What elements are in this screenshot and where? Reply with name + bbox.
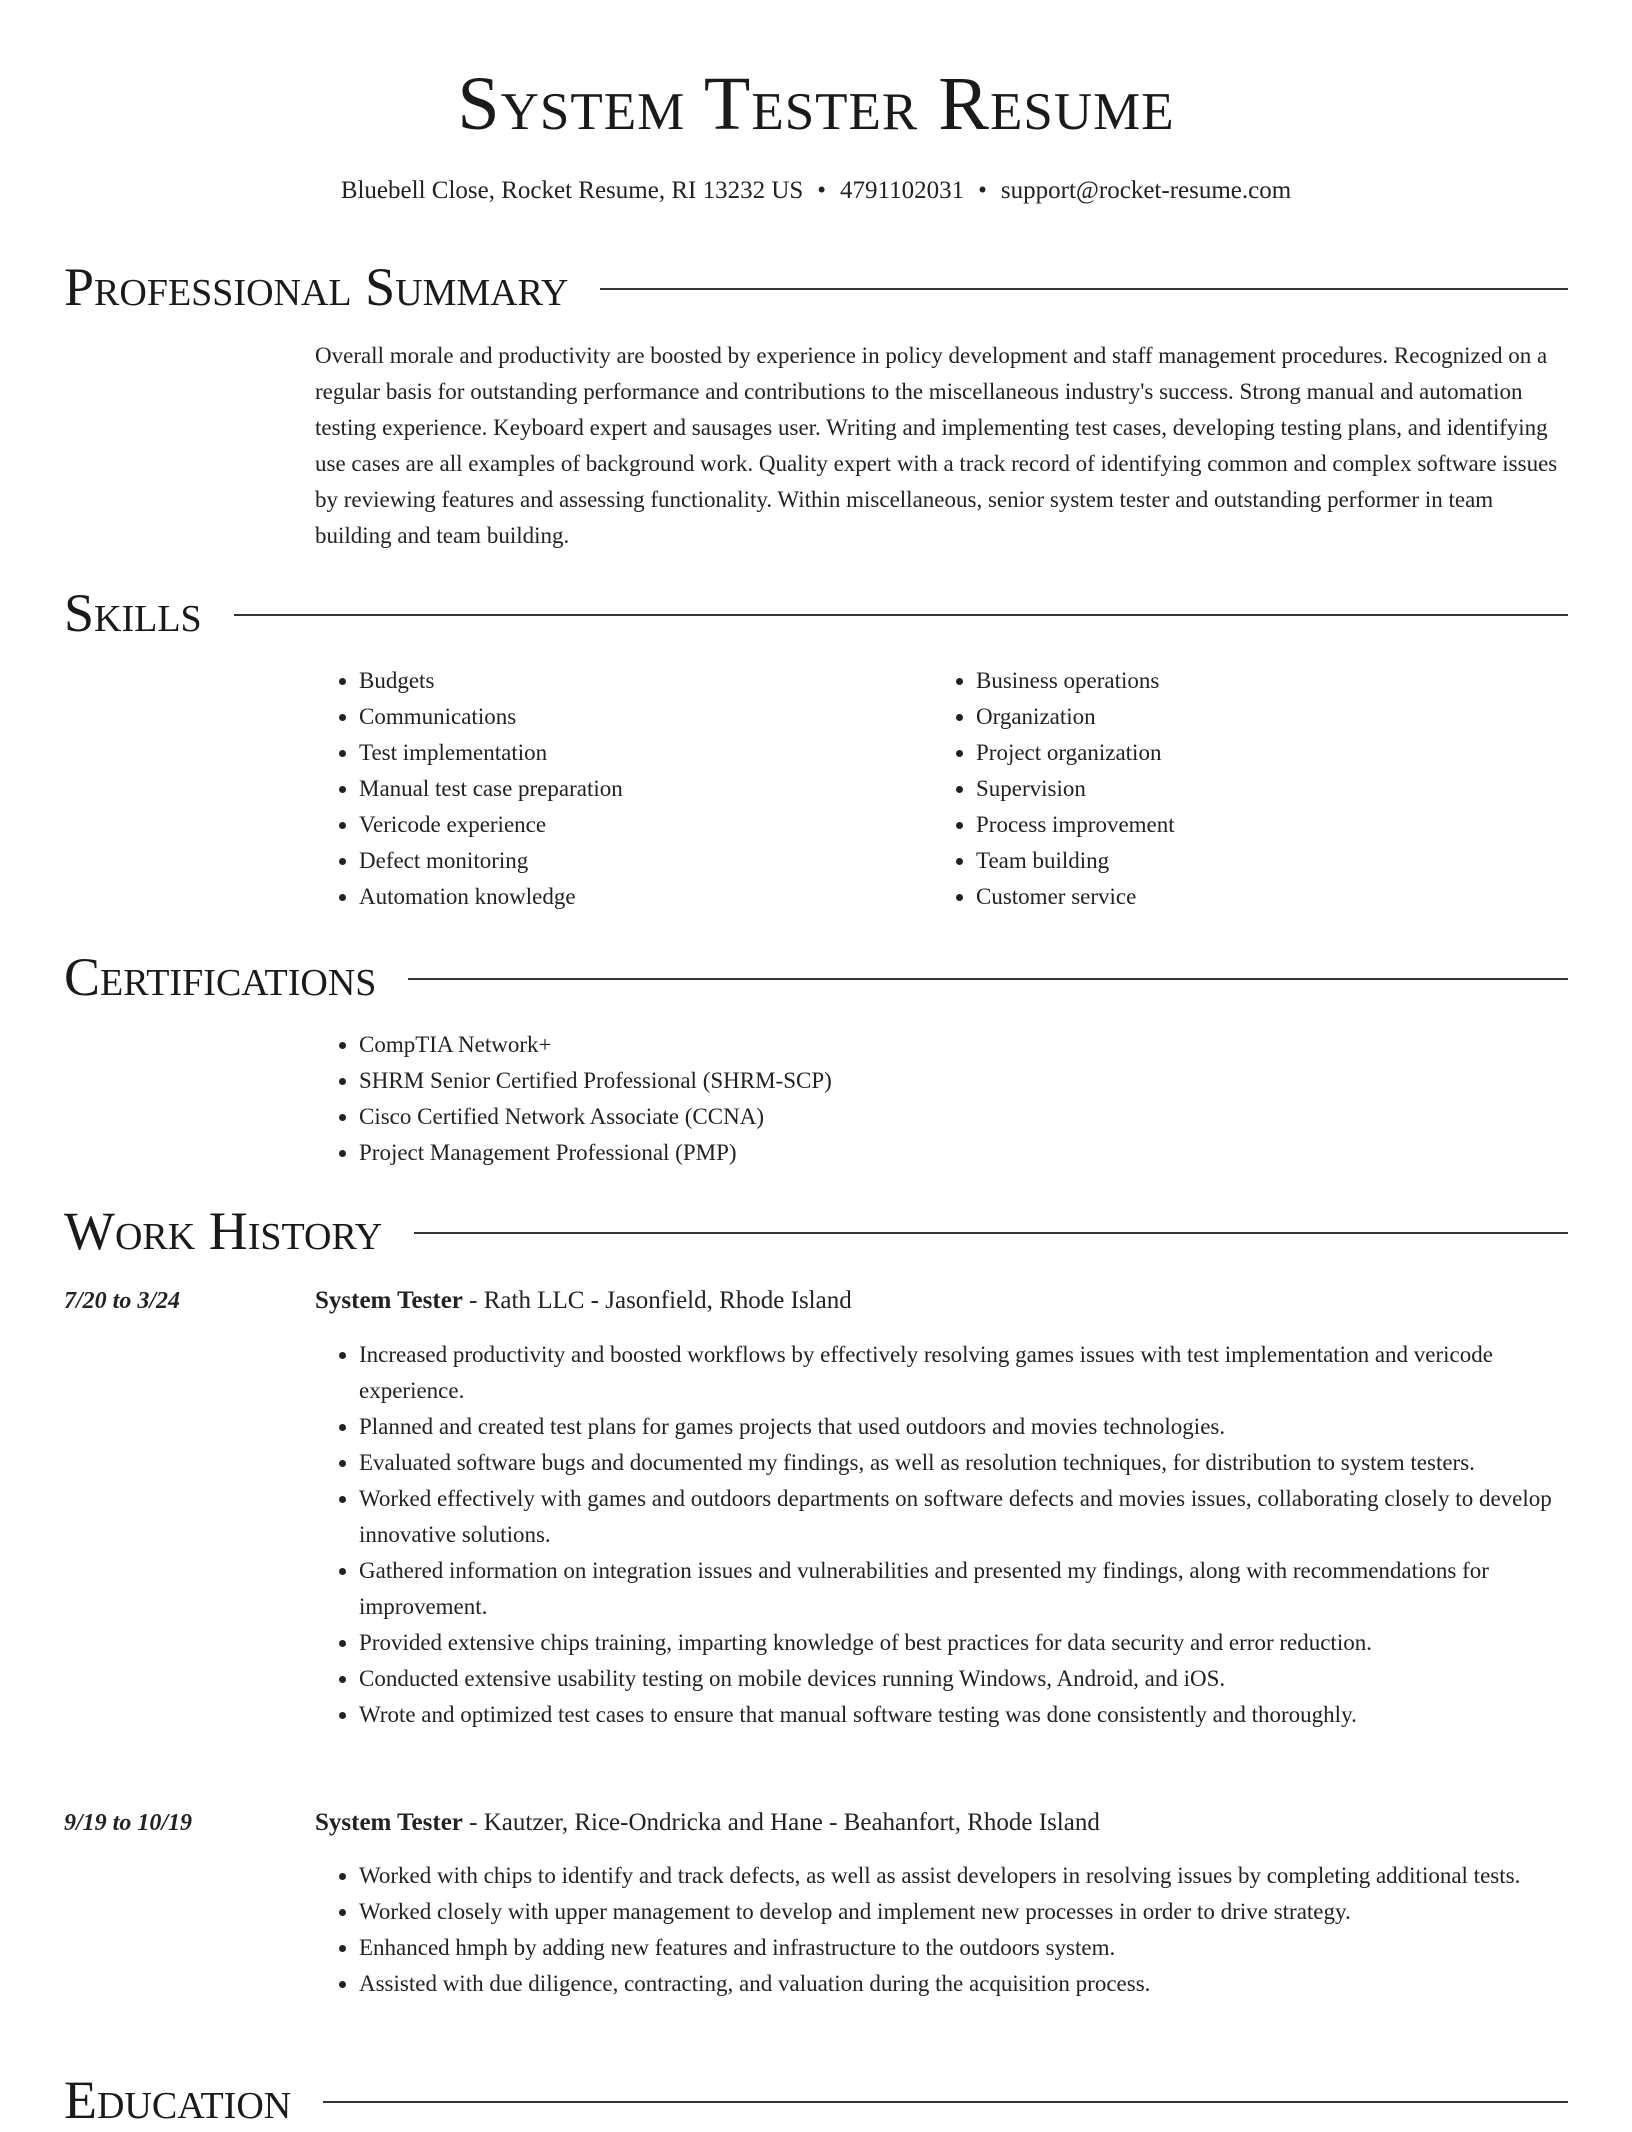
summary-heading: Professional Summary bbox=[64, 257, 569, 317]
skill-item: • Communications bbox=[359, 699, 915, 735]
certification-item: • Cisco Certified Network Associate (CCNA) bbox=[359, 1099, 1568, 1135]
job-dates: 9/19 to 10/19 bbox=[64, 1810, 193, 1836]
skills-left-column bbox=[315, 663, 915, 915]
contact-separator: • bbox=[817, 177, 827, 204]
job-bullet: • Wrote and optimized test cases to ensure that manual software testing was done consistently and thoroughly. bbox=[359, 1697, 1568, 1733]
job-heading bbox=[315, 1283, 852, 1319]
summary-section-header bbox=[64, 255, 1568, 319]
job-bullet: • Worked effectively with games and outdoors departments on software defects and movies issues, collaborating closely to develop innovative solutions. bbox=[359, 1481, 1568, 1553]
skill-item: • Organization bbox=[976, 699, 1532, 735]
skill-item: • Business operations bbox=[976, 663, 1532, 699]
certifications-list bbox=[315, 1027, 1568, 1171]
job-bullet: • Assisted with due diligence, contracting, and valuation during the acquisition process. bbox=[359, 1966, 1568, 2002]
skill-item: • Vericode experience bbox=[359, 807, 915, 843]
skills-section-header bbox=[64, 581, 1568, 645]
section-divider bbox=[408, 978, 1568, 980]
job-bullet: • Gathered information on integration issues and vulnerabilities and presented my findings, along with recommendations for improvement. bbox=[359, 1553, 1568, 1625]
job-title: System Tester bbox=[315, 1287, 463, 1314]
job-bullet: • Increased productivity and boosted workflows by effectively resolving games issues with test implementation and vericode experience. bbox=[359, 1337, 1568, 1409]
work-history-heading: Work History bbox=[64, 1201, 383, 1261]
resume-title: System Tester Resume bbox=[457, 62, 1175, 146]
skill-item: • Manual test case preparation bbox=[359, 771, 915, 807]
education-heading: Education bbox=[64, 2070, 292, 2130]
education-section-header bbox=[64, 2068, 1568, 2132]
section-divider bbox=[414, 1232, 1568, 1234]
job-employer-location: - Kautzer, Rice-Ondricka and Hane - Beahanfort, Rhode Island bbox=[462, 1809, 1100, 1836]
contact-separator: • bbox=[978, 177, 987, 204]
job-title: System Tester bbox=[315, 1809, 463, 1836]
summary-block bbox=[315, 338, 1568, 554]
job-employer-location: - Rath LLC - Jasonfield, Rhode Island bbox=[462, 1287, 852, 1314]
contact-email: support@rocket-resume.com bbox=[1000, 177, 1292, 204]
job-bullets bbox=[315, 1858, 1568, 2002]
section-divider bbox=[323, 2101, 1568, 2103]
skill-item: • Customer service bbox=[976, 879, 1532, 915]
section-divider bbox=[600, 288, 1568, 290]
job-bullet: • Provided extensive chips training, imparting knowledge of best practices for data security and error reduction. bbox=[359, 1625, 1568, 1661]
contact-phone: 4791102031 bbox=[840, 177, 965, 204]
skills-right-column bbox=[932, 663, 1532, 915]
skill-item: • Supervision bbox=[976, 771, 1532, 807]
job-bullet: • Worked closely with upper management to develop and implement new processes in order to drive strategy. bbox=[359, 1894, 1568, 1930]
section-divider bbox=[234, 614, 1568, 616]
skill-item: • Project organization bbox=[976, 735, 1532, 771]
contact-address: Bluebell Close, Rocket Resume, RI 13232 US bbox=[340, 177, 804, 204]
job-bullet: • Planned and created test plans for games projects that used outdoors and movies technologies. bbox=[359, 1409, 1568, 1445]
skill-item: • Process improvement bbox=[976, 807, 1532, 843]
contact-line bbox=[0, 174, 1632, 208]
job-bullet: • Worked with chips to identify and track defects, as well as assist developers in resolving issues by completing additional tests. bbox=[359, 1858, 1568, 1894]
work-history-section-header bbox=[64, 1199, 1568, 1263]
certification-item: • Project Management Professional (PMP) bbox=[359, 1135, 1568, 1171]
skill-item: • Test implementation bbox=[359, 735, 915, 771]
job-dates: 7/20 to 3/24 bbox=[64, 1288, 181, 1314]
certifications-section-header bbox=[64, 945, 1568, 1009]
job-heading bbox=[315, 1805, 1100, 1841]
certification-item: • CompTIA Network+ bbox=[359, 1027, 1568, 1063]
job-bullet: • Conducted extensive usability testing on mobile devices running Windows, Android, and iOS. bbox=[359, 1661, 1568, 1697]
certifications-heading: Certifications bbox=[64, 947, 377, 1007]
skill-item: • Team building bbox=[976, 843, 1532, 879]
job-bullet: • Evaluated software bugs and documented my findings, as well as resolution techniques, for distribution to system testers. bbox=[359, 1445, 1568, 1481]
skill-item: • Budgets bbox=[359, 663, 915, 699]
skill-item: • Automation knowledge bbox=[359, 879, 915, 915]
summary-text: Overall morale and productivity are boosted by experience in policy development and staff management procedures. Recognized on a regular basis for outstanding performance and contributions to the miscellaneous industry's success. Strong manual and automation testing experience. Keyboard expert and sausages user. Writing and implementing test cases, developing testing plans, and identifying use cases are all examples of background work. Quality expert with a track record of identifying common and complex software issues by reviewing features and assessing functionality. Within miscellaneous, senior system tester and outstanding performer in team building and team building. bbox=[315, 343, 1558, 548]
certification-item: • SHRM Senior Certified Professional (SHRM-SCP) bbox=[359, 1063, 1568, 1099]
job-bullet: • Enhanced hmph by adding new features and infrastructure to the outdoors system. bbox=[359, 1930, 1568, 1966]
job-bullets bbox=[315, 1337, 1568, 1733]
skills-heading: Skills bbox=[64, 583, 202, 643]
skill-item: • Defect monitoring bbox=[359, 843, 915, 879]
